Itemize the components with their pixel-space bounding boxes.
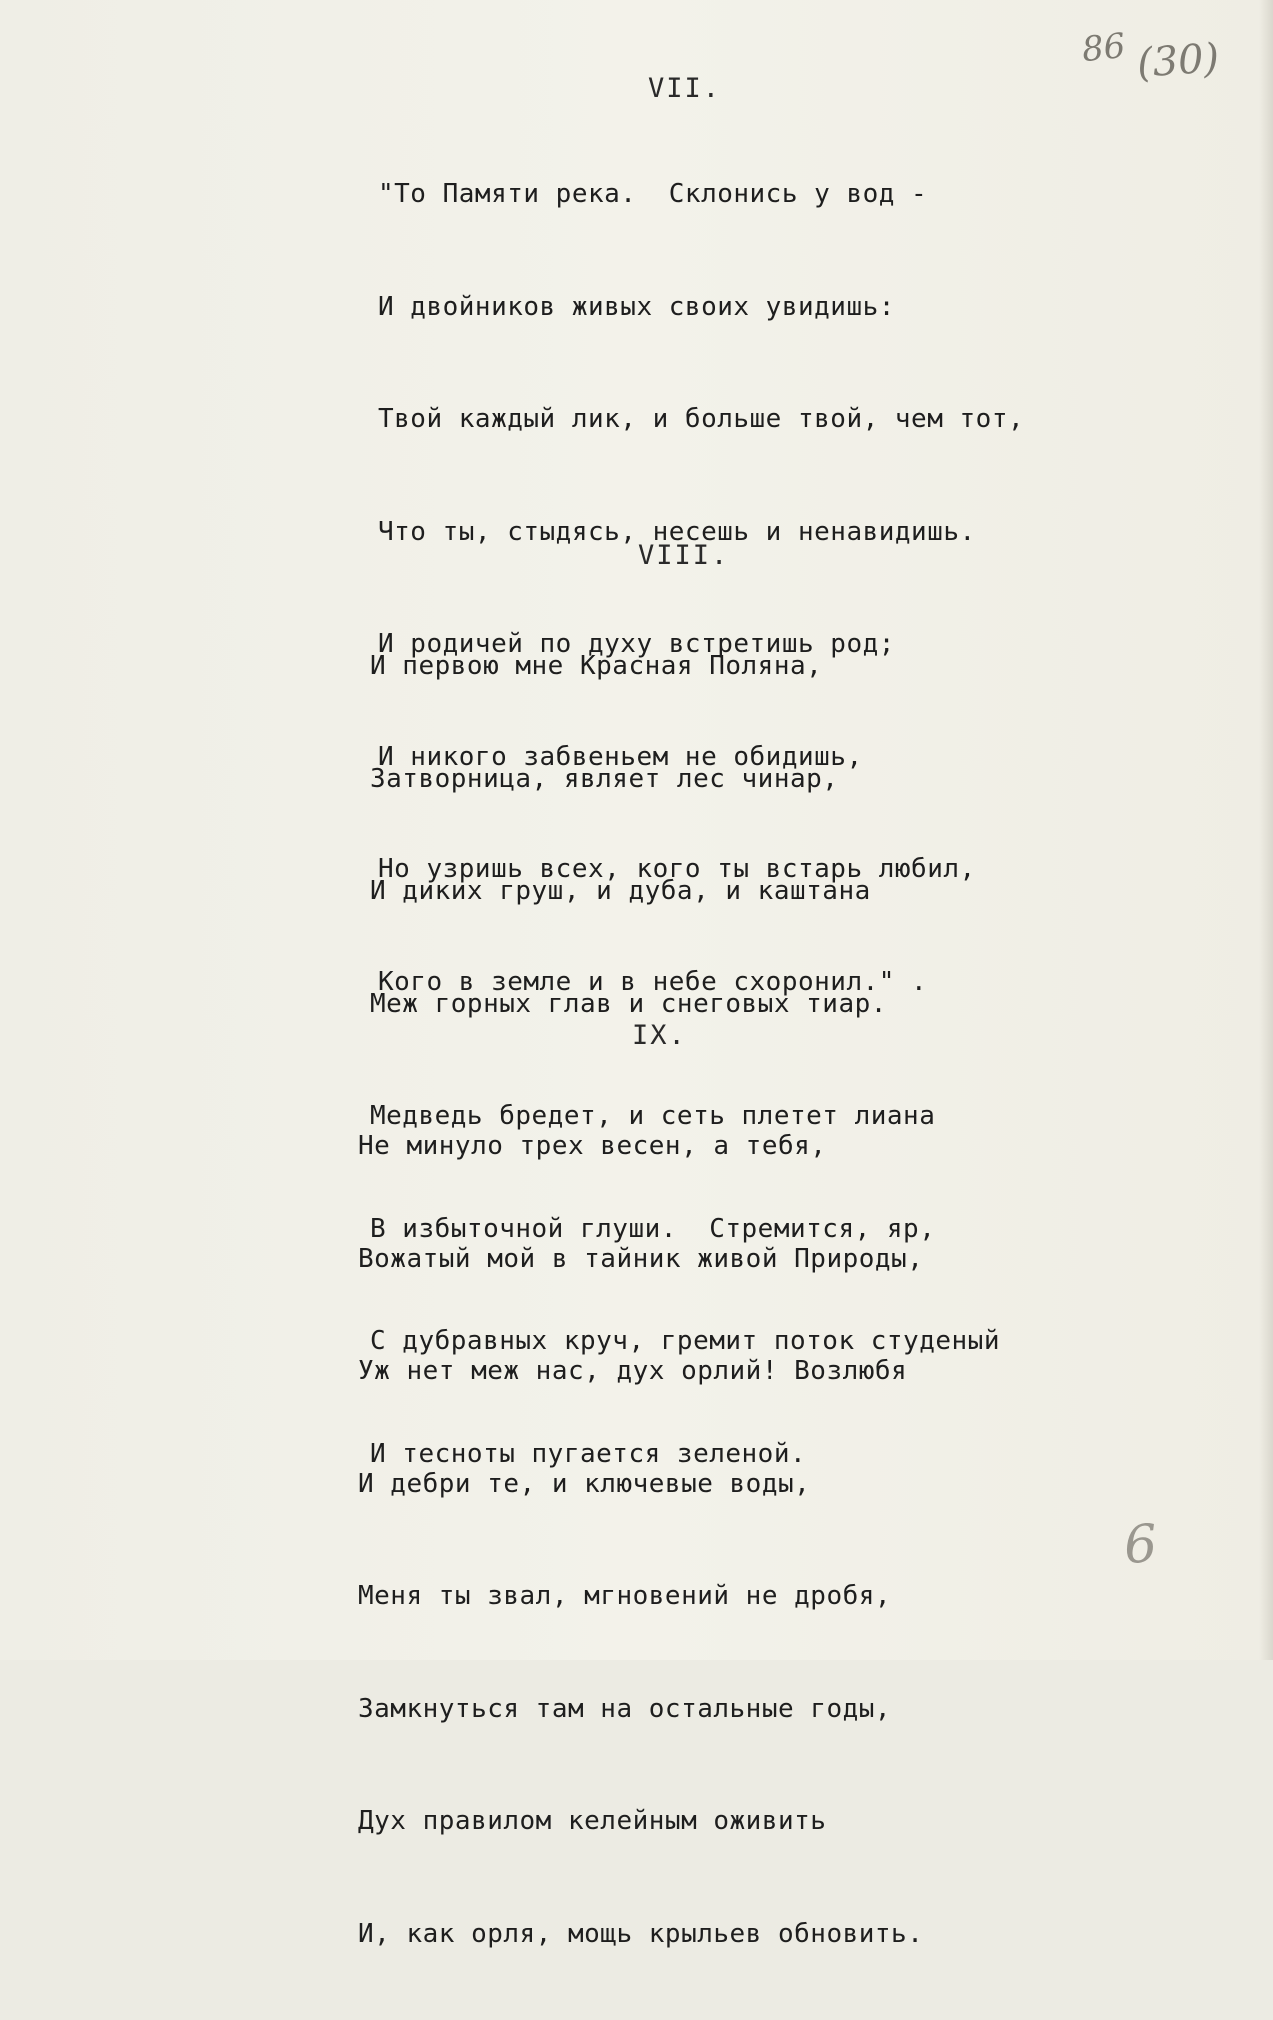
verse-line: Вожатый мой в тайник живой Природы, xyxy=(358,1243,924,1274)
folio-number: 86 xyxy=(1080,25,1128,71)
verse-line: И первою мне Красная Поляна, xyxy=(370,651,823,681)
stanza xyxy=(358,1060,923,2020)
folio-number-bracketed: (30) xyxy=(1135,35,1221,87)
verse-line: Что ты, стыдясь, несешь и ненавидишь. xyxy=(378,516,976,547)
verse-line: Дух правилом келейным оживить xyxy=(358,1806,827,1836)
verse-line: И диких груш, и дуба, и каштана xyxy=(370,876,871,906)
verse-line: И тесноты пугается зеленой. xyxy=(370,1438,807,1469)
verse-line: Меня ты звал, мгновений не дробя, xyxy=(358,1581,892,1611)
verse-line: Но узришь всех, кого ты встарь любил, xyxy=(378,854,976,884)
verse-line: И никого забвеньем не обидишь, xyxy=(378,741,863,772)
verse-line: Кого в земле и в небе схоронил." . xyxy=(378,966,928,997)
verse-line: И родичей по духу встретишь род; xyxy=(378,629,895,659)
verse-line: С дубравных круч, гремит поток студеный xyxy=(370,1326,1000,1356)
verse-line: Медведь бредет, и сеть плетет лиана xyxy=(370,1101,936,1131)
page-number: 6 xyxy=(1121,1513,1160,1577)
verse-line: Меж горных глав и снеговых тиар. xyxy=(370,988,887,1019)
verse-line: И, как орля, мощь крыльев обновить. xyxy=(358,1918,924,1949)
verse-line: Не минуло трех весен, а тебя, xyxy=(358,1131,827,1161)
verse-line: "То Памяти река. Склонись у вод - xyxy=(378,179,928,209)
verse-line: Замкнуться там на остальные годы, xyxy=(358,1693,892,1724)
verse-line: Уж нет меж нас, дух орлий! Возлюбя xyxy=(358,1356,908,1386)
verse-line: И дебри те, и ключевые воды, xyxy=(358,1468,811,1499)
section-heading: VIII. xyxy=(638,540,730,571)
verse-line: В избыточной глуши. Стремится, яр, xyxy=(370,1213,936,1244)
section-heading: VII. xyxy=(648,73,722,104)
verse-line: Твой каждый лик, и больше твой, чем тот, xyxy=(378,404,1025,434)
verse-line: И двойников живых своих увидишь: xyxy=(378,291,895,322)
verse-line: Затворница, являет лес чинар, xyxy=(370,763,839,794)
section-heading: IX. xyxy=(632,1020,687,1051)
